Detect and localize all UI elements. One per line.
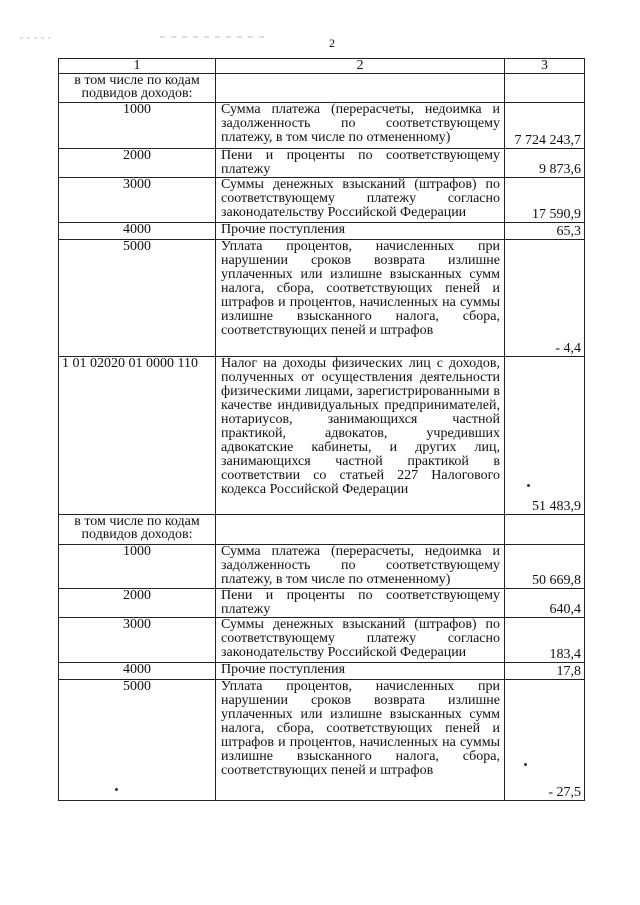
- column-header-1: 1: [59, 59, 216, 74]
- description-cell: Сумма платежа (перерасчеты, недоимка и задолженность по соответствующему платежу, в том числе по отмененному): [216, 103, 505, 149]
- code-cell: 1000: [59, 545, 216, 589]
- table-row: [59, 357, 585, 515]
- amount-cell: 9 873,6: [505, 149, 585, 178]
- code-cell: 2000: [59, 589, 216, 618]
- table-row: [59, 223, 585, 240]
- page-number: 2: [329, 36, 335, 50]
- code-cell: 4000: [59, 223, 216, 240]
- table-row: [59, 178, 585, 223]
- scan-dot: [524, 763, 527, 766]
- scan-artifact-marks: [20, 34, 620, 42]
- description-cell: Налог на доходы физических лиц с доходов, полученных от осуществления деятельности физическими лицами, зарегистрированными в качестве индивидуальных предпринимателей, нотариусов, занимающихся частной практикой, адвокатов, учредивших адвокатские кабинеты, и других лиц, занимающихся частной практикой в соответствии со статьей 227 Налогового кодекса Российской Федерации: [216, 357, 505, 515]
- amount-cell: 17 590,9: [505, 178, 585, 223]
- amount-cell: 17,8: [505, 663, 585, 680]
- amount-cell: - 27,5: [505, 680, 585, 801]
- code-cell: 4000: [59, 663, 216, 680]
- table-row: [59, 149, 585, 178]
- table-row: [59, 618, 585, 663]
- table-row: [59, 680, 585, 801]
- amount-cell: [505, 74, 585, 103]
- amount-cell: 183,4: [505, 618, 585, 663]
- description-cell: Суммы денежных взысканий (штрафов) по соответствующему платежу согласно законодательству Российской Федерации: [216, 618, 505, 663]
- description-cell: Сумма платежа (перерасчеты, недоимка и задолженность по соответствующему платежу, в том числе по отмененному): [216, 545, 505, 589]
- subtype-heading: [59, 74, 216, 103]
- table-row: [59, 74, 585, 103]
- scan-dot: [115, 788, 118, 791]
- description-cell: Прочие поступления: [216, 223, 505, 240]
- description-cell: [216, 515, 505, 545]
- code-cell: 5000: [59, 680, 216, 801]
- description-cell: Уплата процентов, начисленных при нарушении сроков возврата излишне уплаченных или излишне взысканных сумм налога, сбора, соответствующих пеней и штрафов и процентов, начисленных на суммы излишне взысканного налога, сбора, соответствующих пеней и штрафов: [216, 680, 505, 801]
- amount-cell: 65,3: [505, 223, 585, 240]
- description-cell: Пени и проценты по соответствующему платежу: [216, 149, 505, 178]
- amount-cell: 50 669,8: [505, 545, 585, 589]
- amount-cell: - 4,4: [505, 240, 585, 357]
- revenue-table: [58, 58, 585, 801]
- table-header-row: [59, 59, 585, 74]
- code-cell: 1000: [59, 103, 216, 149]
- column-header-2: 2: [216, 59, 505, 74]
- table-row: [59, 545, 585, 589]
- code-cell: 2000: [59, 149, 216, 178]
- subtype-label: в том числе по кодам подвидов доходов:: [74, 514, 200, 542]
- description-cell: Пени и проценты по соответствующему платежу: [216, 589, 505, 618]
- description-cell: [216, 74, 505, 103]
- subtype-label: в том числе по кодам подвидов доходов:: [74, 73, 200, 101]
- table-row: [59, 663, 585, 680]
- table-body: [59, 74, 585, 801]
- table-row: [59, 240, 585, 357]
- description-cell: Уплата процентов, начисленных при нарушении сроков возврата излишне уплаченных или излишне взысканных сумм налога, сбора, соответствующих пеней и штрафов и процентов, начисленных на суммы излишне взысканного налога, сбора, соответствующих пеней и штрафов: [216, 240, 505, 357]
- scan-dot: [527, 484, 530, 487]
- table-row: [59, 589, 585, 618]
- amount-cell: 7 724 243,7: [505, 103, 585, 149]
- amount-cell: [505, 515, 585, 545]
- code-cell: 3000: [59, 178, 216, 223]
- subtype-heading: [59, 515, 216, 545]
- table-row: [59, 103, 585, 149]
- description-cell: Суммы денежных взысканий (штрафов) по соответствующему платежу согласно законодательству Российской Федерации: [216, 178, 505, 223]
- description-cell: Прочие поступления: [216, 663, 505, 680]
- code-cell: 5000: [59, 240, 216, 357]
- table-row: [59, 515, 585, 545]
- amount-cell: 51 483,9: [505, 357, 585, 515]
- amount-cell: 640,4: [505, 589, 585, 618]
- column-header-3: 3: [505, 59, 585, 74]
- code-cell: 3000: [59, 618, 216, 663]
- code-cell: 1 01 02020 01 0000 110: [59, 357, 216, 515]
